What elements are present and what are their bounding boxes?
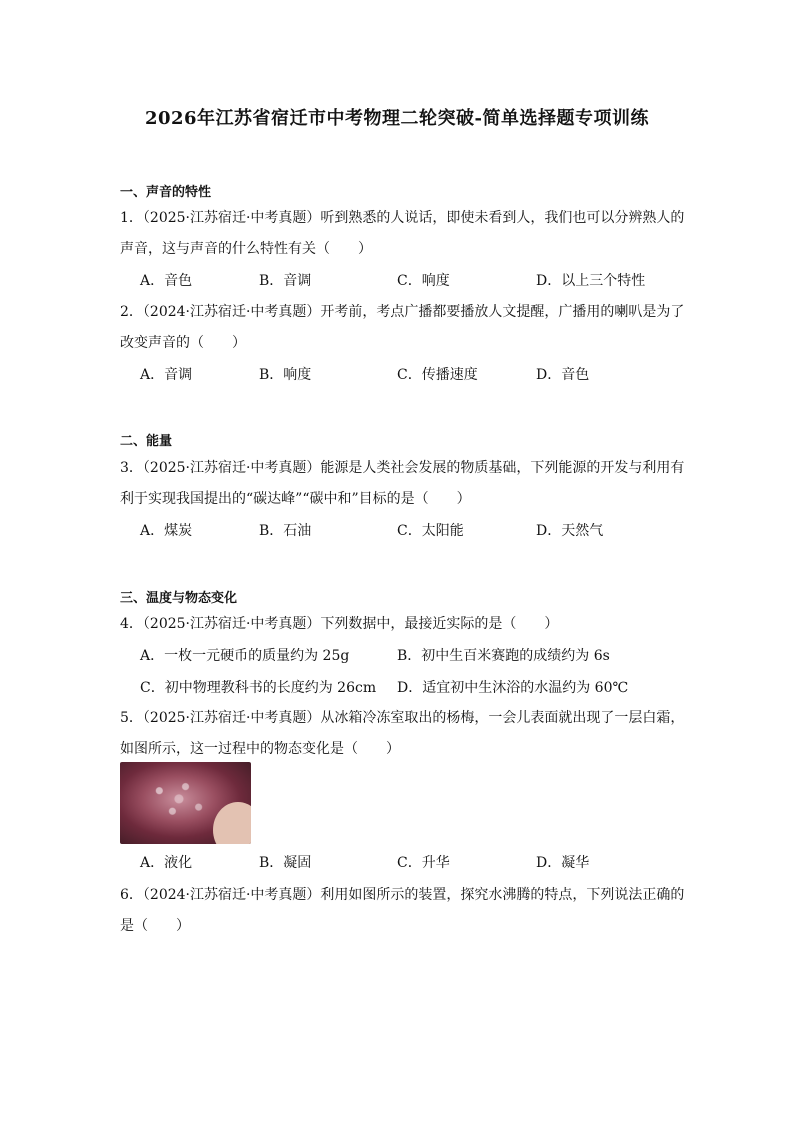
question-6-line-1: 6．（2024·江苏宿迁·中考真题）利用如图所示的装置，探究水沸腾的特点，下列说法正确的: [120, 887, 685, 903]
section-heading-energy: 二、能量: [120, 434, 173, 449]
question-2-line-1: 2．（2024·江苏宿迁·中考真题）开考前，考点广播都要播放人文提醒，广播用的喇叭是为了: [120, 304, 685, 320]
q5-option-a: A．液化: [140, 855, 193, 871]
section-heading-temperature: 三、温度与物态变化: [120, 591, 238, 606]
q3-option-c: C．太阳能: [397, 523, 464, 539]
q5-option-d: D．凝华: [536, 855, 590, 871]
question-1-line-2: 声音，这与声音的什么特性有关（ ）: [120, 241, 372, 257]
question-1-line-1: 1．（2025·江苏宿迁·中考真题）听到熟悉的人说话，即使未看到人，我们也可以分辨熟人的: [120, 210, 685, 226]
q3-option-a: A．煤炭: [140, 523, 193, 539]
q4-option-d: D．适宜初中生沐浴的水温约为 60℃: [397, 680, 629, 696]
q2-option-b: B．响度: [259, 367, 312, 383]
q1-option-a: A．音色: [140, 273, 193, 289]
q2-option-a: A．音调: [140, 367, 193, 383]
question-4-line-1: 4．（2025·江苏宿迁·中考真题）下列数据中，最接近实际的是（ ）: [120, 616, 559, 632]
section-heading-sound: 一、声音的特性: [120, 185, 212, 200]
q5-option-b: B．凝固: [259, 855, 312, 871]
q1-option-d: D．以上三个特性: [536, 273, 646, 289]
q4-option-b: B．初中生百米赛跑的成绩约为 6s: [397, 648, 610, 664]
q2-option-c: C．传播速度: [397, 367, 478, 383]
frosted-bayberry-photo: [120, 762, 251, 844]
question-3-line-1: 3．（2025·江苏宿迁·中考真题）能源是人类社会发展的物质基础，下列能源的开发与利用有: [120, 460, 685, 476]
question-3-line-2: 利于实现我国提出的“碳达峰”“碳中和”目标的是（ ）: [120, 491, 471, 507]
q3-option-b: B．石油: [259, 523, 312, 539]
q4-option-c: C．初中物理教科书的长度约为 26cm: [140, 680, 377, 696]
question-6-line-2: 是（ ）: [120, 918, 190, 934]
question-5-line-2: 如图所示，这一过程中的物态变化是（ ）: [120, 741, 400, 757]
q2-option-d: D．音色: [536, 367, 590, 383]
q1-option-b: B．音调: [259, 273, 312, 289]
page-title: 2026年江苏省宿迁市中考物理二轮突破-简单选择题专项训练: [144, 108, 650, 129]
q5-option-c: C．升华: [397, 855, 450, 871]
q1-option-c: C．响度: [397, 273, 450, 289]
q4-option-a: A．一枚一元硬币的质量约为 25g: [140, 648, 350, 664]
q3-option-d: D．天然气: [536, 523, 604, 539]
question-5-line-1: 5．（2025·江苏宿迁·中考真题）从冰箱冷冻室取出的杨梅，一会儿表面就出现了一层白霜，: [120, 710, 685, 726]
question-2-line-2: 改变声音的（ ）: [120, 335, 246, 351]
